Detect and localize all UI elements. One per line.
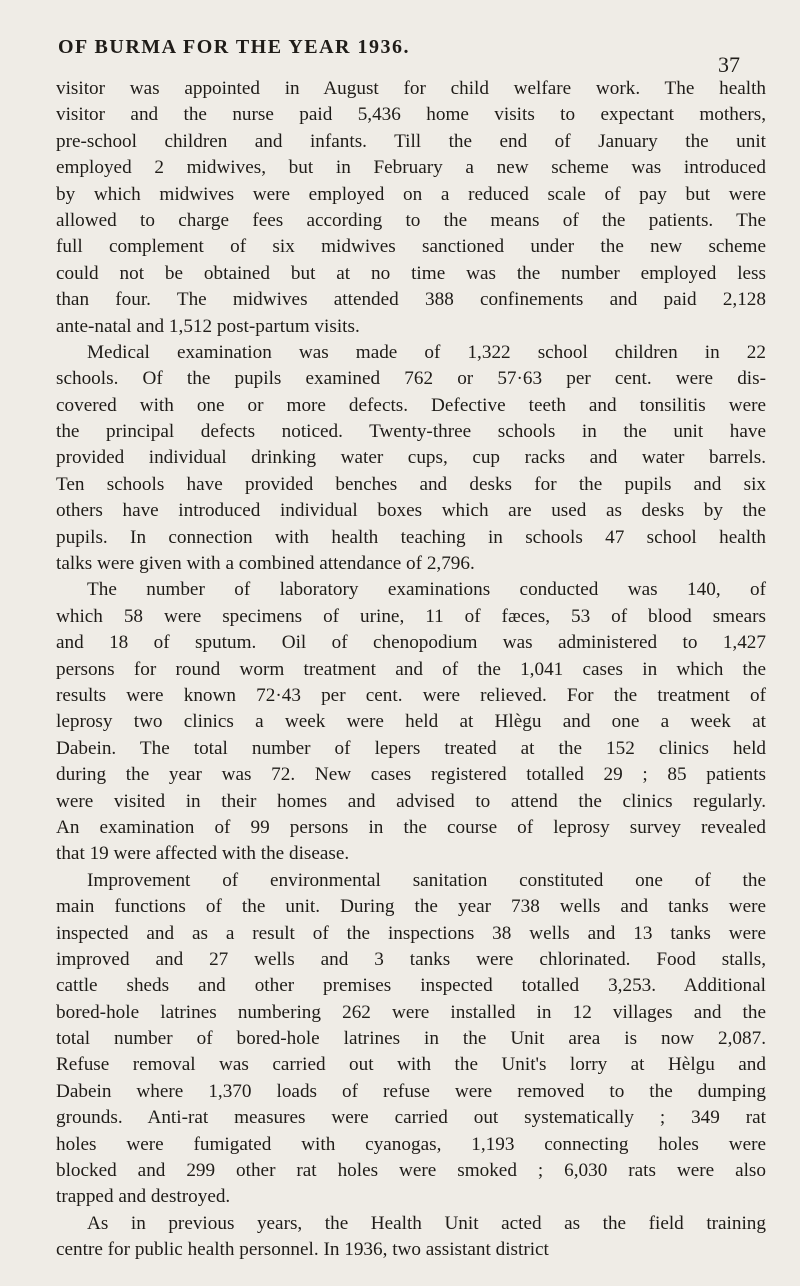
- text-line: during the year was 72. New cases registered totalled 29 ; 85 patients: [56, 764, 766, 786]
- text-line: visitor and the nurse paid 5,436 home visits to expectant mothers,: [56, 104, 766, 126]
- text-line: full complement of six midwives sanctioned under the new scheme: [56, 236, 766, 258]
- running-title: OF BURMA FOR THE YEAR 1936.: [58, 36, 410, 58]
- text-line: blocked and 299 other rat holes were smoked ; 6,030 rats were also: [56, 1160, 766, 1182]
- text-line: visitor was appointed in August for child welfare work. The health: [56, 78, 766, 99]
- text-line: talks were given with a combined attendance of 2,796.: [56, 553, 475, 575]
- text-line: persons for round worm treatment and of the 1,041 cases in which the: [56, 658, 766, 680]
- text-line: others have introduced individual boxes which are used as desks by the: [56, 500, 766, 522]
- text-line: The number of laboratory examinations conducted was 140, of: [87, 579, 766, 601]
- text-line: improved and 27 wells and 3 tanks were chlorinated. Food stalls,: [56, 948, 766, 970]
- text-line: As in previous years, the Health Unit acted as the field training: [87, 1212, 766, 1234]
- text-line: results were known 72·43 per cent. were relieved. For the treatment of: [56, 684, 766, 706]
- text-line: Dabein. The total number of lepers treated at the 152 clinics held: [56, 737, 766, 759]
- text-line: pupils. In connection with health teaching in schools 47 school health: [56, 526, 766, 548]
- text-line: An examination of 99 persons in the course of leprosy survey revealed: [56, 816, 766, 838]
- text-line: schools. Of the pupils examined 762 or 57·63 per cent. were dis-: [56, 368, 766, 390]
- text-line: Medical examination was made of 1,322 school children in 22: [87, 341, 766, 363]
- text-line: Ten schools have provided benches and desks for the pupils and six: [56, 473, 766, 495]
- text-line: total number of bored-hole latrines in the Unit area is now 2,087.: [56, 1028, 766, 1050]
- text-line: centre for public health personnel. In 1936, two assistant district: [56, 1239, 549, 1261]
- text-line: could not be obtained but at no time was the number employed less: [56, 262, 766, 284]
- text-line: covered with one or more defects. Defective teeth and tonsilitis were: [56, 394, 766, 416]
- text-line: cattle sheds and other premises inspected totalled 3,253. Additional: [56, 975, 766, 997]
- text-line: Improvement of environmental sanitation constituted one of the: [87, 869, 766, 891]
- text-line: pre-school children and infants. Till the end of January the unit: [56, 130, 766, 152]
- text-line: the principal defects noticed. Twenty-three schools in the unit have: [56, 421, 766, 443]
- text-line: ante-natal and 1,512 post-partum visits.: [56, 315, 360, 337]
- text-line: grounds. Anti-rat measures were carried out systematically ; 349 rat: [56, 1107, 766, 1129]
- text-line: inspected and as a result of the inspections 38 wells and 13 tanks were: [56, 922, 766, 944]
- text-line: which 58 were specimens of urine, 11 of fæces, 53 of blood smears: [56, 605, 766, 627]
- body-text: [56, 76, 766, 1264]
- text-line: Dabein where 1,370 loads of refuse were removed to the dumping: [56, 1080, 766, 1102]
- text-line: employed 2 midwives, but in February a new scheme was introduced: [56, 157, 766, 179]
- text-line: main functions of the unit. During the year 738 wells and tanks were: [56, 896, 766, 918]
- text-line: bored-hole latrines numbering 262 were installed in 12 villages and the: [56, 1001, 766, 1023]
- text-line: were visited in their homes and advised to attend the clinics regularly.: [56, 790, 766, 812]
- text-line: Refuse removal was carried out with the Unit's lorry at Hèlgu and: [56, 1054, 766, 1076]
- text-line: by which midwives were employed on a reduced scale of pay but were: [56, 183, 766, 205]
- text-line: and 18 of sputum. Oil of chenopodium was administered to 1,427: [56, 632, 766, 654]
- text-line: leprosy two clinics a week were held at Hlègu and one a week at: [56, 711, 766, 733]
- text-line: trapped and destroyed.: [56, 1186, 231, 1208]
- text-line: than four. The midwives attended 388 confinements and paid 2,128: [56, 289, 766, 311]
- text-line: that 19 were affected with the disease.: [56, 843, 350, 865]
- text-line: holes were fumigated with cyanogas, 1,193 connecting holes were: [56, 1133, 766, 1155]
- text-line: provided individual drinking water cups, cup racks and water barrels.: [56, 447, 766, 469]
- text-line: allowed to charge fees according to the means of the patients. The: [56, 209, 766, 231]
- page-number: 37: [718, 52, 740, 77]
